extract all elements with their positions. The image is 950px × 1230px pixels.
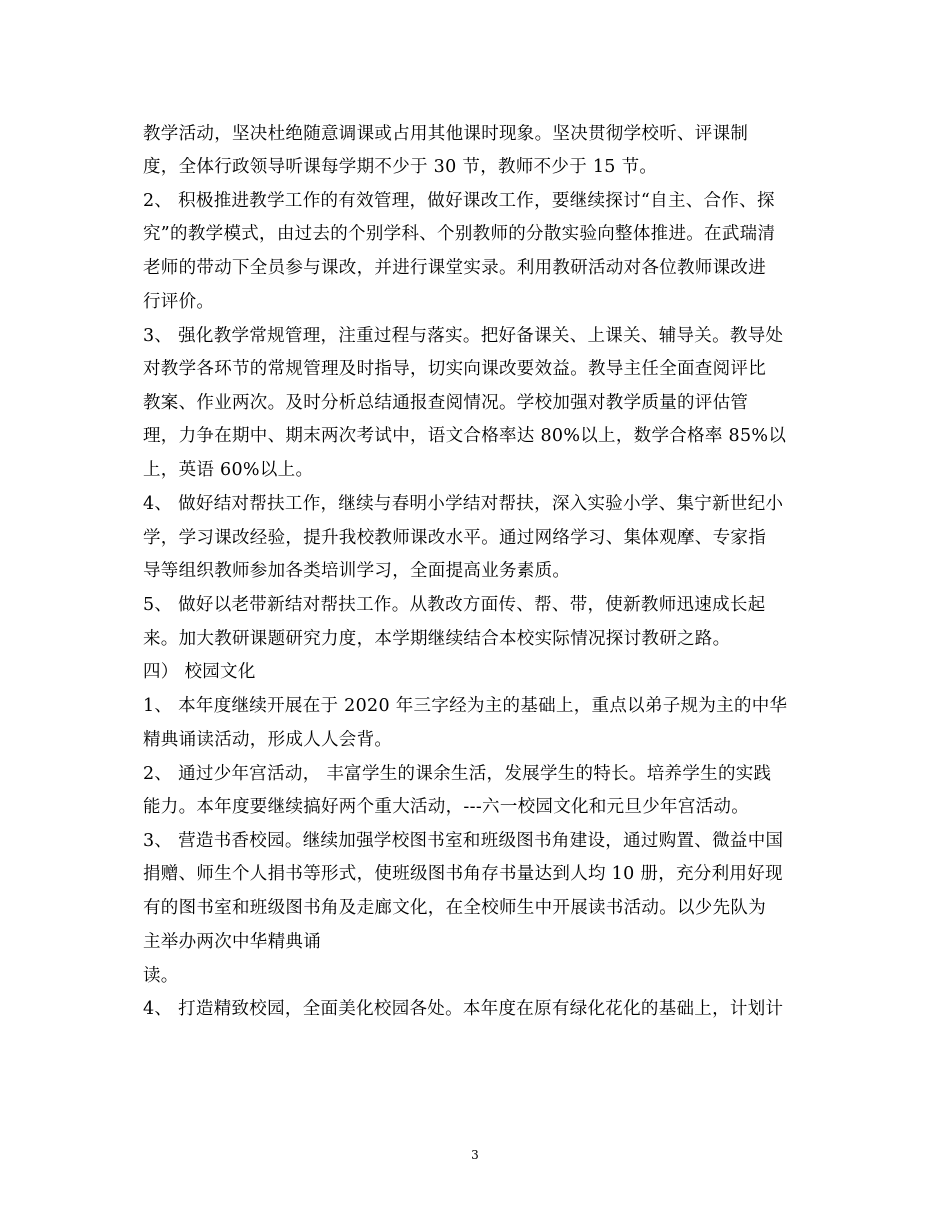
- text-line: 有的图书室和班级图书角及走廊文化，在全校师生中开展读书活动。以少先队为: [143, 898, 766, 918]
- text-line: 老师的带动下全员参与课改，并进行课堂实录。利用教研活动对各位教师课改进: [143, 258, 766, 278]
- text-line: 4、 做好结对帮扶工作，继续与春明小学结对帮扶，深入实验小学、集宁新世纪小: [143, 494, 784, 514]
- text-line: 能力。本年度要继续搞好两个重大活动，---六一校园文化和元旦少年宫活动。: [143, 797, 750, 817]
- text-line: 导等组织教师参加各类培训学习，全面提高业务素质。: [143, 561, 571, 581]
- text-line: 2、 通过少年宫活动， 丰富学生的课余生活，发展学生的特长。培养学生的实践: [143, 764, 772, 784]
- text-line: 教学活动，坚决杜绝随意调课或占用其他课时现象。坚决贯彻学校听、评课制: [143, 124, 749, 144]
- text-line: 行评价。: [143, 292, 215, 312]
- text-line: 3、 强化教学常规管理，注重过程与落实。把好备课关、上课关、辅导关。教导处: [143, 326, 784, 346]
- text-line: 5、 做好以老带新结对帮扶工作。从教改方面传、帮、带，使新教师迅速成长起: [143, 595, 766, 615]
- text-line: 精典诵读活动，形成人人会背。: [143, 730, 393, 750]
- text-line: 学，学习课改经验，提升我校教师课改水平。通过网络学习、集体观摩、专家指: [143, 528, 766, 548]
- text-line: 教案、作业两次。及时分析总结通报查阅情况。学校加强对教学质量的评估管: [143, 393, 749, 413]
- text-line: 度，全体行政领导听课每学期不少于 30 节，教师不少于 15 节。: [143, 157, 658, 177]
- text-line: 究”的教学模式，由过去的个别学科、个别教师的分散实验向整体推进。在武瑞清: [143, 224, 776, 244]
- text-line: 3、 营造书香校园。继续加强学校图书室和班级图书角建设，通过购置、微益中国: [143, 831, 784, 851]
- text-line: 来。加大教研课题研究力度，本学期继续结合本校实际情况探讨教研之路。: [143, 629, 731, 649]
- text-line: 捐赠、师生个人捐书等形式，使班级图书角存书量达到人均 10 册，充分利用好现: [143, 864, 783, 884]
- text-line: 读。: [143, 966, 179, 986]
- text-line: 主举办两次中华精典诵: [143, 932, 321, 952]
- section-heading: 四） 校园文化: [143, 662, 256, 682]
- text-line: 对教学各环节的常规管理及时指导，切实向课改要效益。教导主任全面查阅评比: [143, 359, 766, 379]
- text-line: 上，英语 60%以上。: [143, 460, 314, 480]
- text-line: 2、 积极推进教学工作的有效管理，做好课改工作，要继续探讨“自主、合作、探: [143, 191, 775, 211]
- text-line: 理，力争在期中、期末两次考试中，语文合格率达 80%以上，数学合格率 85%以: [143, 426, 787, 446]
- text-line: 1、 本年度继续开展在于 2020 年三字经为主的基础上，重点以弟子规为主的中华: [143, 696, 788, 716]
- page-number: 3: [471, 1148, 479, 1162]
- text-line: 4、 打造精致校园，全面美化校园各处。本年度在原有绿化花化的基础上，计划计: [143, 999, 784, 1019]
